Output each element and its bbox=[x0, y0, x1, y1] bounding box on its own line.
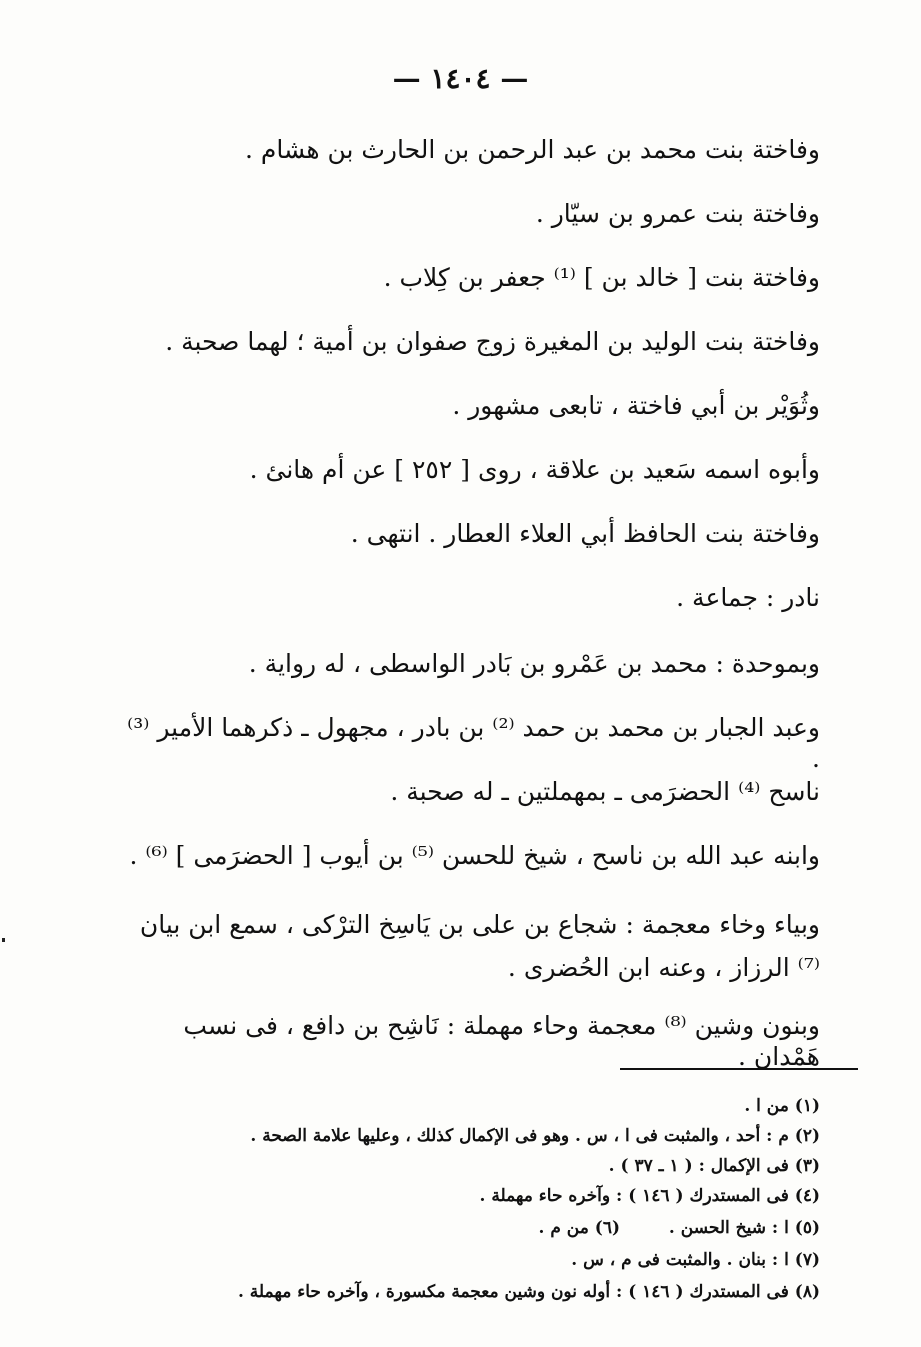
footnote-separator bbox=[620, 1068, 858, 1070]
text-line: وفاختة بنت [ خالد بن ] ⁽¹⁾ جعفر بن كِلاب . bbox=[383, 263, 820, 292]
text-line: وفاختة بنت محمد بن عبد الرحمن بن الحارث بن هشام . bbox=[245, 135, 820, 164]
text-line: وثُوَيْر بن أبي فاختة ، تابعى مشهور . bbox=[452, 391, 820, 420]
text-line: وعبد الجبار بن محمد بن حمد ⁽²⁾ بن بادر ، مجهول ـ ذكرهما الأمير ⁽³⁾ . bbox=[127, 713, 820, 774]
text-line: وبنون وشين ⁽⁸⁾ معجمة وحاء مهملة : نَاشِح بن دافع ، فى نسب هَمْدان . bbox=[183, 1011, 820, 1072]
text-line: وفاختة بنت الحافظ أبي العلاء العطار . انتهى . bbox=[350, 519, 820, 548]
footnote: (٤) فى المستدرك ( ١٤٦ ) : وآخره حاء مهملة . bbox=[479, 1186, 820, 1206]
footnote: (٨) فى المستدرك ( ١٤٦ ) : أوله نون وشين معجمة مكسورة ، وآخره حاء مهملة . bbox=[237, 1282, 820, 1302]
text-line: وبموحدة : محمد بن عَمْرو بن بَادر الواسطى ، له رواية . bbox=[248, 649, 820, 678]
footnote: (٣) فى الإكمال : ( ١ ـ ٣٧ ) . bbox=[608, 1156, 820, 1176]
footnote: (١) من ا . bbox=[744, 1096, 820, 1116]
text-line: ناسح ⁽⁴⁾ الحضرَمى ـ بمهملتين ـ له صحبة . bbox=[390, 777, 820, 806]
text-line: وفاختة بنت عمرو بن سيّار . bbox=[535, 199, 820, 228]
text-line: وبياء وخاء معجمة : شجاع بن على بن يَاسِخ الترْكى ، سمع ابن بيان ⁽⁷⁾ الرزاز ، وعنه ابن الحُضرى . bbox=[139, 910, 820, 982]
footnote: (٦) من م . bbox=[538, 1218, 620, 1238]
footnote: (٢) م : أحد ، والمثبت فى ا ، س . وهو فى الإكمال كذلك ، وعليها علامة الصحة . bbox=[250, 1126, 820, 1146]
text-line: وأبوه اسمه سَعيد بن علاقة ، روى [ ٢٥٢ ] عن أم هانئ . bbox=[249, 455, 820, 484]
footnote: (٥) ا : شيخ الحسن . bbox=[668, 1218, 820, 1238]
footnote: (٧) ا : بنان . والمثبت فى م ، س . bbox=[571, 1250, 820, 1270]
page-number: — ١٤٠٤ — bbox=[392, 62, 529, 95]
text-line: نادر : جماعة . bbox=[676, 583, 820, 612]
text-line: وابنه عبد الله بن ناسح ، شيخ للحسن ⁽⁵⁾ بن أيوب [ الحضرَمى ] ⁽⁶⁾ . bbox=[129, 841, 820, 870]
scan-edge-mark bbox=[2, 938, 5, 942]
text-line: وفاختة بنت الوليد بن المغيرة زوج صفوان بن أمية ؛ لهما صحبة . bbox=[165, 327, 820, 356]
